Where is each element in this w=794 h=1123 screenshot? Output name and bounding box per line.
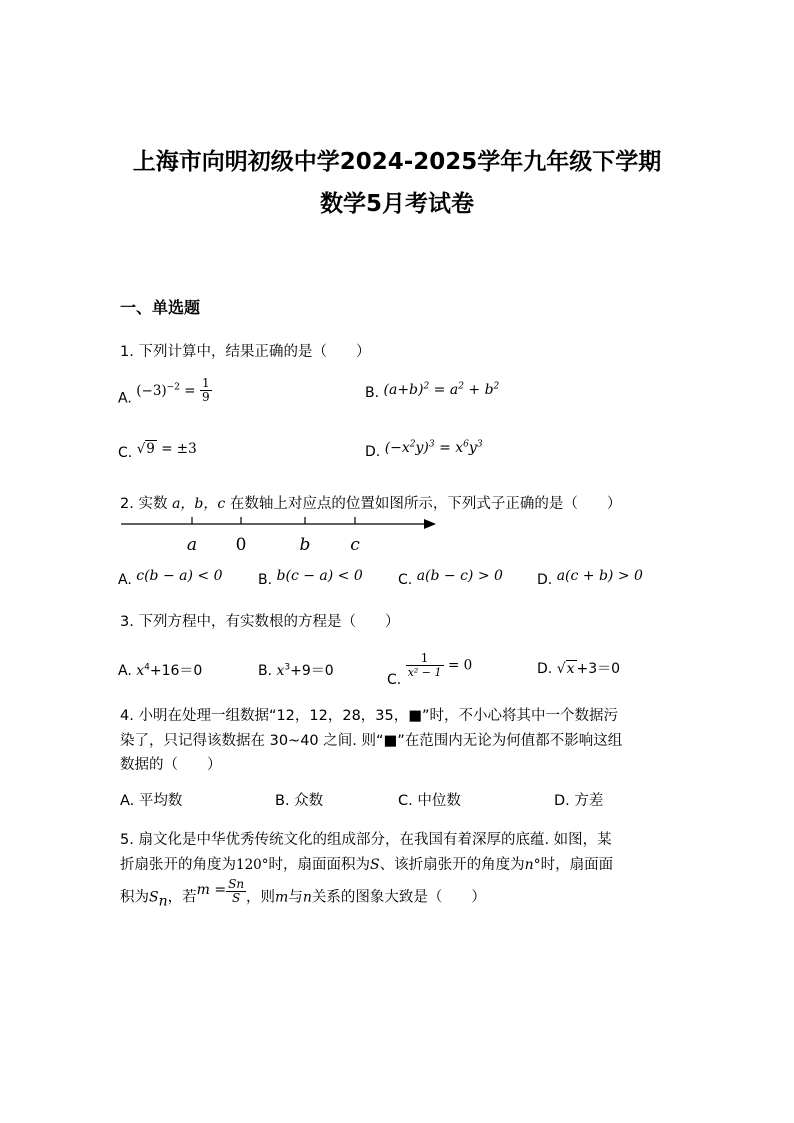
q1-option-c-label: C.: [118, 445, 133, 461]
q2-option-a-expr: c(b − a) < 0: [136, 568, 223, 584]
q3-b-exp: 3: [284, 662, 291, 673]
q2-option-a-label: A.: [118, 572, 132, 588]
q5-line3-d: 与: [288, 889, 303, 906]
q5-var-S: S: [370, 857, 380, 873]
q5-var-Sn-sub: n: [158, 893, 168, 910]
q3-a-post: +16＝0: [149, 663, 203, 679]
q1-option-c[interactable]: [118, 441, 197, 461]
question-5-line2: [120, 852, 613, 878]
q3-d-post: +3＝0: [576, 661, 621, 677]
q5-frac-den: S: [231, 891, 241, 905]
q5-line2-a: 折扇张开的角度为: [120, 857, 236, 873]
q1-d-lhs-exp1: 2: [409, 439, 416, 450]
q3-option-a[interactable]: [118, 660, 202, 680]
document-title-line1: 上海市向明初级中学2024-2025学年九年级下学期: [132, 149, 662, 175]
q1-b-exp: 2: [423, 381, 430, 392]
question-4-line3: 数据的（ ）: [120, 757, 222, 773]
question-3-stem: 3. 下列方程中，有实数根的方程是（ ）: [120, 614, 400, 630]
number-line-figure: [118, 512, 448, 560]
q4-option-b[interactable]: B. 众数: [275, 793, 324, 809]
q3-option-c-label: C.: [387, 671, 402, 688]
q4-option-c[interactable]: C. 中位数: [398, 793, 461, 809]
q2-option-d-expr: a(c + b) > 0: [556, 568, 643, 584]
q5-angle-n: n°: [524, 857, 541, 873]
q2-option-d[interactable]: [537, 568, 643, 588]
question-4-line2: 染了，只记得该数据在 30~40 之间. 则“■”在范围内无论为何值都不影响这组: [120, 733, 623, 749]
q5-var-n: n: [302, 889, 312, 906]
document-title-line2: 数学5月考试卷: [319, 191, 474, 217]
q1-b-rhs2: + b: [468, 382, 494, 398]
q1-d-lhs: (−x: [384, 440, 410, 456]
question-5-line3: [120, 877, 486, 911]
q5-line3-e: 关系的图象大致是（ ）: [311, 889, 486, 906]
q5-fraction: [226, 878, 246, 905]
q1-d-rhs-exp2: 3: [476, 439, 483, 450]
q2-stem-post: 在数轴上对应点的位置如图所示，下列式子正确的是（ ）: [229, 496, 622, 512]
q1-c-rhs: = ±3: [161, 441, 197, 457]
q1-a-base: (−3): [136, 382, 167, 399]
q2-option-b[interactable]: [258, 568, 363, 588]
q1-option-d[interactable]: [365, 439, 483, 460]
q5-angle-120: 120°: [236, 857, 269, 873]
q3-c-den: x² − 1: [407, 666, 442, 679]
q1-a-eq: =: [184, 382, 196, 399]
q1-a-num: 1: [202, 376, 210, 390]
q1-b-rhs-exp1: 2: [458, 381, 464, 392]
q1-c-sqrt: √9: [136, 441, 155, 457]
question-4-line1: 4. 小明在处理一组数据“12，12，28，35，■”时，不小心将其中一个数据污: [120, 708, 618, 724]
q1-d-lhs2: y): [415, 440, 429, 456]
q1-d-rhs2: y: [468, 440, 477, 456]
q5-var-m: m: [275, 889, 289, 906]
number-line-arrow: [424, 519, 436, 529]
q3-option-d[interactable]: [537, 658, 620, 678]
number-line-label-b: b: [299, 535, 311, 555]
number-line-label-a: a: [186, 535, 198, 555]
q3-a-exp: 4: [144, 662, 150, 673]
q3-b-post: +9＝0: [290, 663, 334, 679]
q4-option-d[interactable]: D. 方差: [554, 793, 604, 809]
question-5-line1: 5. 扇文化是中华优秀传统文化的组成部分，在我国有着深厚的底蕴. 如图，某: [120, 832, 612, 848]
q2-stem-vars: a，b，c: [172, 496, 226, 512]
number-line-label-zero: 0: [235, 535, 247, 555]
section-heading-single-choice: 一、单选题: [120, 298, 201, 317]
q3-d-radicand: x: [566, 661, 575, 677]
q1-option-b-label: B.: [365, 385, 380, 401]
q5-line2-d: 时，扇面面: [540, 857, 614, 873]
q5-line2-c: 、该折扇张开的角度为: [379, 857, 525, 873]
q5-line3-b: ，若: [167, 889, 197, 906]
q5-line3-a: 积为: [120, 889, 149, 906]
q3-option-a-label: A.: [118, 663, 132, 679]
q2-option-c-label: C.: [398, 572, 413, 588]
q1-b-rhs-exp2: 2: [493, 381, 500, 392]
q2-option-a[interactable]: [118, 568, 223, 588]
q1-b-rhs1: = a: [433, 382, 459, 398]
q5-var-Sn: S: [149, 889, 159, 906]
q1-d-rhs: = x: [439, 440, 464, 456]
q3-option-b[interactable]: [258, 660, 334, 680]
q2-option-c[interactable]: [398, 568, 503, 588]
q3-b-var: x: [276, 663, 285, 679]
q1-option-d-label: D.: [365, 444, 381, 460]
q1-b-base: (a+b): [383, 382, 424, 398]
q1-a-fraction: [200, 377, 212, 404]
q2-option-b-expr: b(c − a) < 0: [276, 568, 363, 584]
q2-option-c-expr: a(b − c) > 0: [416, 568, 503, 584]
q5-m-eq: m =: [196, 881, 227, 898]
q1-d-lhs-exp2: 3: [428, 439, 435, 450]
q1-c-radicand: 9: [146, 441, 155, 457]
q4-option-a[interactable]: A. 平均数: [120, 793, 183, 809]
q3-c-post: = 0: [447, 657, 473, 674]
q3-a-var: x: [136, 663, 145, 679]
q1-a-exp: −2: [166, 382, 180, 392]
q1-d-rhs-exp1: 6: [463, 439, 469, 450]
q3-option-d-label: D.: [537, 661, 553, 677]
q3-c-fraction: [406, 652, 444, 679]
number-line-label-c: c: [350, 535, 360, 555]
q2-stem-pre: 2. 实数: [120, 496, 168, 512]
q3-option-b-label: B.: [258, 663, 273, 679]
q5-line3-c: ，则: [246, 889, 276, 906]
q1-option-a[interactable]: [118, 376, 212, 412]
q3-option-c[interactable]: [387, 651, 473, 688]
q2-option-d-label: D.: [537, 572, 553, 588]
q1-option-b[interactable]: [365, 381, 500, 401]
question-1-stem: 1. 下列计算中，结果正确的是（ ）: [120, 344, 371, 360]
q1-option-a-label: A.: [118, 390, 132, 407]
q3-d-sqrt: √x: [556, 661, 575, 677]
q3-c-num: 1: [406, 652, 444, 666]
q1-a-den: 9: [202, 390, 210, 404]
q5-line2-b: 时，扇面面积为: [268, 857, 371, 873]
q2-option-b-label: B.: [258, 572, 273, 588]
q5-frac-num: Sn: [228, 877, 245, 891]
